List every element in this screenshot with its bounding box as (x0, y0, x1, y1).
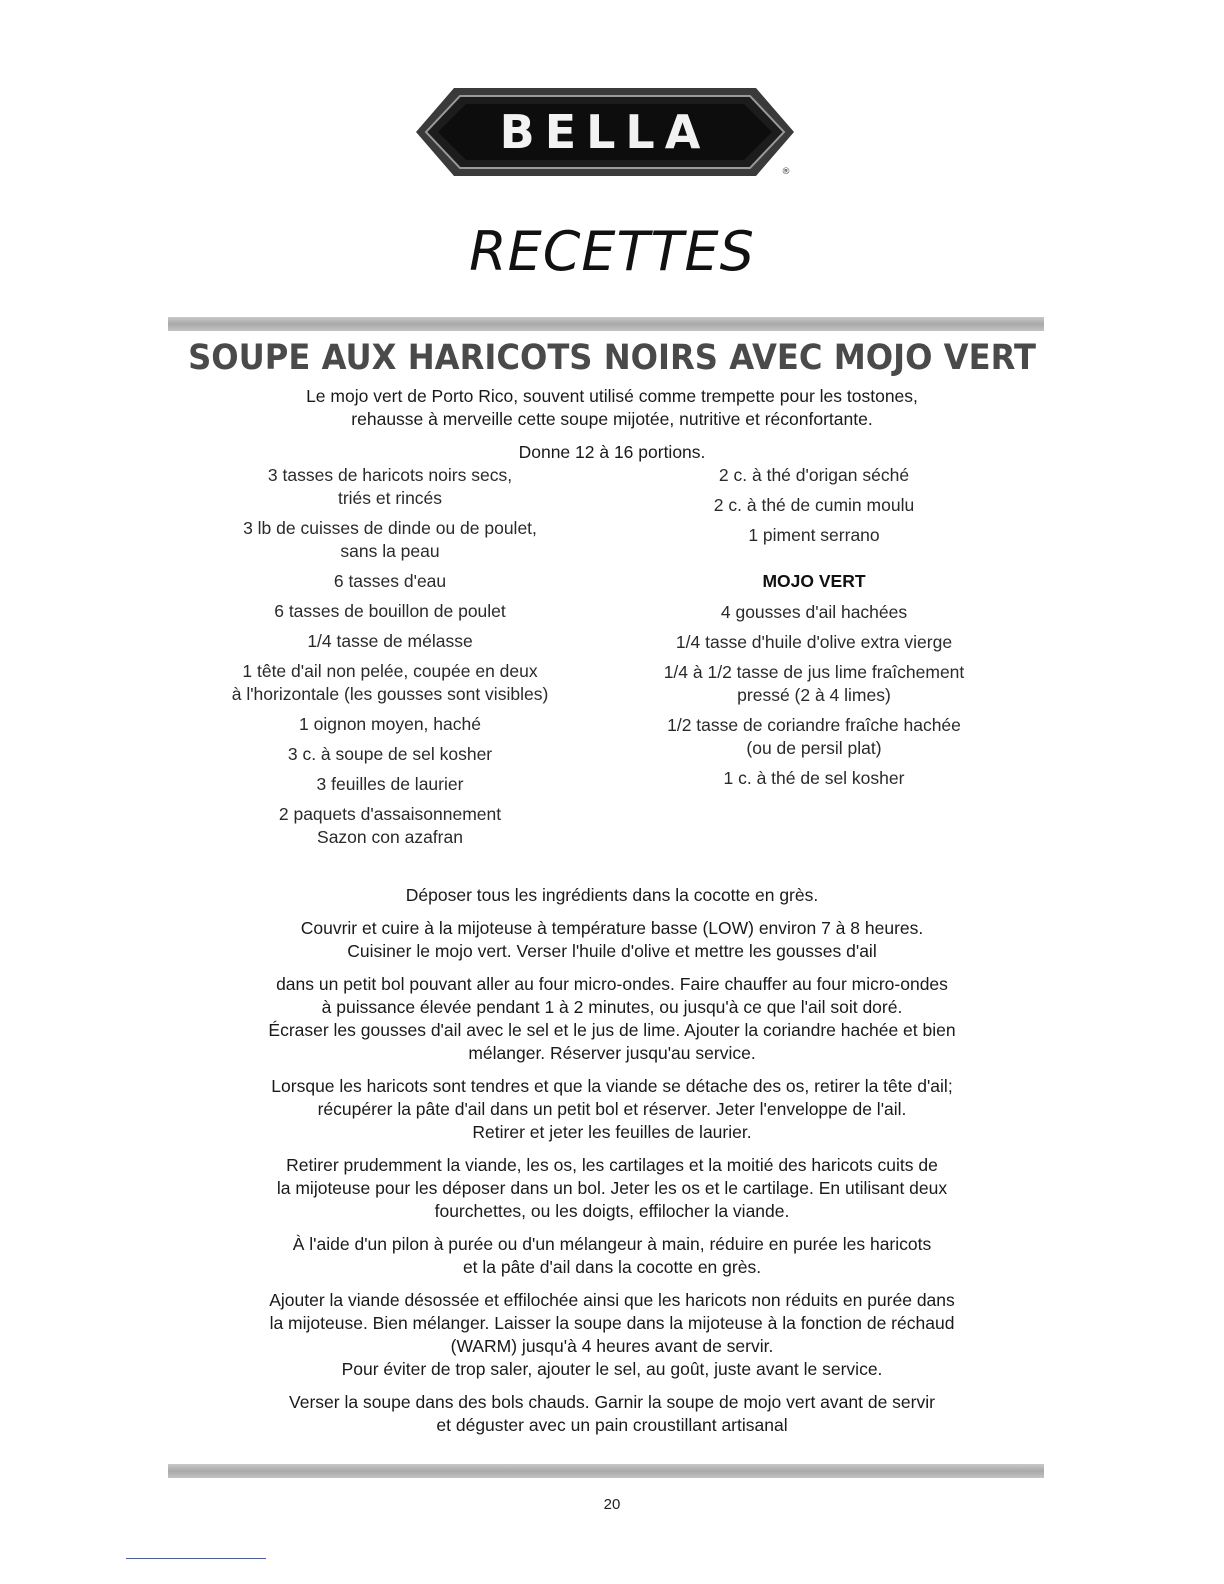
ingredient-item: 1 piment serrano (748, 525, 880, 545)
mojo-ingredient-item: 4 gousses d'ail hachées (720, 602, 908, 622)
instruction-step: Couvrir et cuire à la mijoteuse à température basse (LOW) environ 7 à 8 heures. Cuisiner le mojo vert. Verser l'huile d'olive et mettre les gousses d'ail (300, 918, 924, 961)
page-number: 20 (603, 1496, 621, 1513)
instruction-step: Retirer prudemment la viande, les os, les cartilages et la moitié des haricots cuits de la mijoteuse pour les déposer dans un bol. Jeter les os et le cartilage. En utilisant deux fourchettes, ou les doigts, effilocher la viande. (276, 1155, 948, 1221)
instruction-step: Ajouter la viande désossée et effilochée ainsi que les haricots non réduits en purée dans la mijoteuse. Bien mélanger. Laisser la soupe dans la mijoteuse à la fonction de réchaud (WARM) jusqu'à 4 heures avant de servir. Pour éviter de trop saler, ajouter le sel, au goût, juste avant le service. (269, 1290, 955, 1379)
ingredient-item: 3 lb de cuisses de dinde ou de poulet, sans la peau (243, 518, 537, 561)
ingredient-item: 6 tasses d'eau (333, 571, 447, 591)
mojo-ingredient-item: 1/4 à 1/2 tasse de jus lime fraîchement pressé (2 à 4 limes) (663, 662, 965, 705)
recipe-intro: Le mojo vert de Porto Rico, souvent utilisé comme trempette pour les tostones, rehausse à merveille cette soupe mijotée, nutritive et réconfortante. (306, 386, 918, 429)
instruction-step: À l'aide d'un pilon à purée ou d'un mélangeur à main, réduire en purée les haricots et la pâte d'ail dans la cocotte en grès. (292, 1234, 932, 1277)
ingredient-item: 1 oignon moyen, haché (299, 714, 481, 734)
ingredient-item: 1 tête d'ail non pelée, coupée en deux à l'horizontale (les gousses sont visibles) (231, 661, 549, 704)
section-title: RECETTES (469, 220, 755, 283)
mojo-ingredient-item: 1/2 tasse de coriandre fraîche hachée (ou de persil plat) (667, 715, 961, 758)
recipe-title: SOUPE AUX HARICOTS NOIRS AVEC MOJO VERT (188, 338, 1036, 378)
ingredient-item: 2 c. à thé d'origan séché (718, 465, 910, 485)
instructions (160, 884, 1064, 1447)
logo-text: BELLA (499, 105, 711, 159)
ingredients-right-column (612, 464, 1016, 797)
ingredient-item: 3 c. à soupe de sel kosher (287, 744, 493, 764)
instruction-step: Déposer tous les ingrédients dans la cocotte en grès. (405, 885, 819, 905)
mojo-vert-heading: MOJO VERT (762, 571, 866, 591)
ingredients-left-column (200, 464, 580, 856)
ingredient-item: 2 c. à thé de cumin moulu (713, 495, 915, 515)
footer-link-line (126, 1558, 266, 1559)
registered-mark: ® (781, 167, 791, 177)
recipe-yield: Donne 12 à 16 portions. (518, 442, 706, 462)
ingredient-item: 2 paquets d'assaisonnement Sazon con azafran (278, 804, 502, 847)
bella-logo (408, 84, 802, 180)
ingredient-item: 3 feuilles de laurier (316, 774, 464, 794)
instruction-step: dans un petit bol pouvant aller au four micro-ondes. Faire chauffer au four micro-ondes à puissance élevée pendant 1 à 2 minutes, ou jusqu'à ce que l'ail soit doré. Écraser les gousses d'ail avec le sel et le jus de lime. Ajouter la coriandre hachée et bien mélanger. Réserver jusqu'au service. (268, 974, 956, 1063)
ingredient-item: 1/4 tasse de mélasse (307, 631, 473, 651)
instruction-step: Lorsque les haricots sont tendres et que la viande se détache des os, retirer la tête d'ail; récupérer la pâte d'ail dans un petit bol et réserver. Jeter l'enveloppe de l'ail. Retirer et jeter les feuilles de laurier. (271, 1076, 953, 1142)
instruction-step: Verser la soupe dans des bols chauds. Garnir la soupe de mojo vert avant de servir et déguster avec un pain croustillant artisanal (289, 1392, 935, 1435)
bottom-divider (168, 1464, 1044, 1478)
mojo-ingredient-item: 1/4 tasse d'huile d'olive extra vierge (675, 632, 953, 652)
top-divider (168, 317, 1044, 331)
mojo-ingredient-item: 1 c. à thé de sel kosher (723, 768, 905, 788)
ingredient-item: 6 tasses de bouillon de poulet (274, 601, 506, 621)
ingredient-item: 3 tasses de haricots noirs secs, triés et rincés (267, 465, 513, 508)
column-spacer (612, 554, 1016, 570)
